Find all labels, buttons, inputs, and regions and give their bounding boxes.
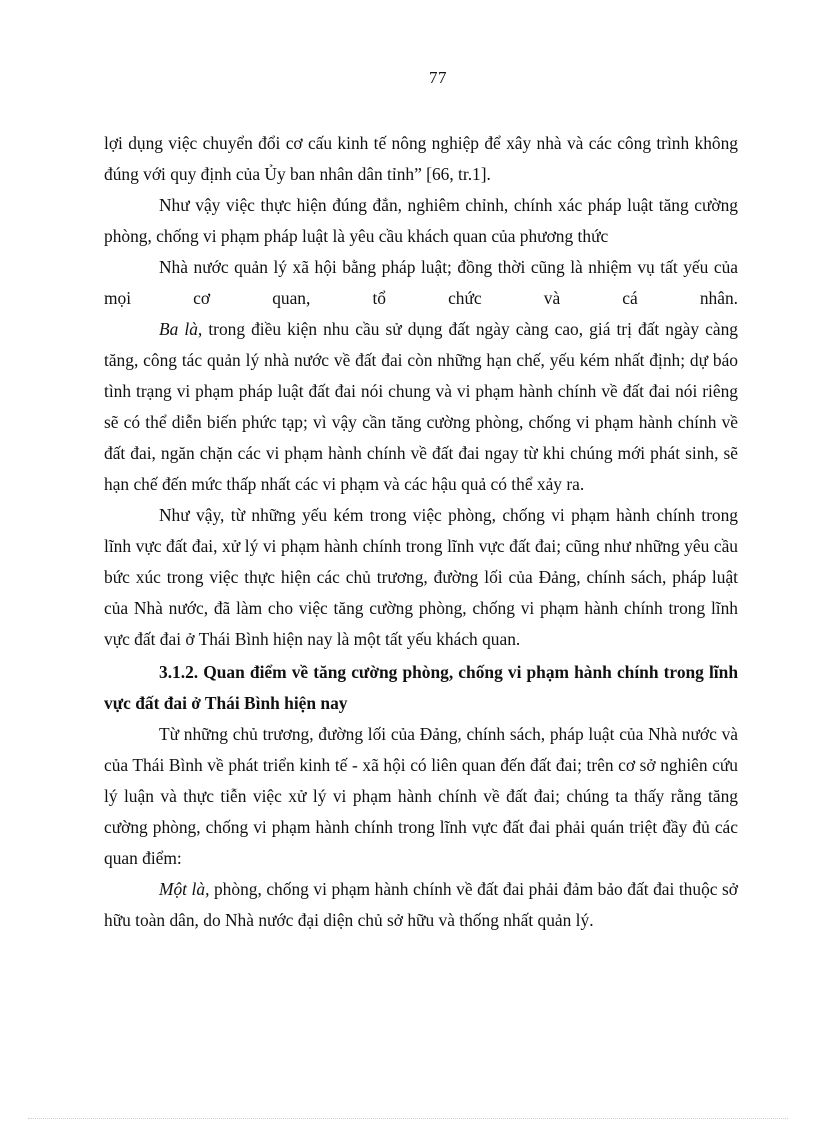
mot-la-body: phòng, chống vi phạm hành chính về đất đai phải đảm bảo đất đai thuộc sở hữu toàn dân, do Nhà nước đại diện chủ sở hữu và thống nhất quản lý. [104, 879, 738, 930]
page-body [104, 128, 738, 936]
paragraph-ba-la [104, 314, 738, 500]
ba-la-lead-in: Ba là, [159, 319, 203, 339]
paragraph-quote-continuation: lợi dụng việc chuyển đổi cơ cấu kinh tế nông nghiệp để xây nhà và các công trình không đúng với quy định của Ủy ban nhân dân tỉnh” [66, tr.1]. [104, 133, 738, 184]
section-heading: 3.1.2. Quan điểm về tăng cường phòng, chống vi phạm hành chính trong lĩnh vực đất đai ở Thái Bình hiện nay [104, 662, 738, 713]
paragraph-viewpoints-intro: Từ những chủ trương, đường lối của Đảng, chính sách, pháp luật của Nhà nước và của Thái Bình về phát triển kinh tế - xã hội có liên quan đến đất đai; trên cơ sở nghiên cứu lý luận và thực tiễn việc xử lý vi phạm hành chính về đất đai; chúng ta thấy rằng tăng cường phòng, chống vi phạm hành chính trong lĩnh vực đất đai phải quán triệt đầy đủ các quan điểm: [104, 724, 738, 868]
page-number: 77 [429, 68, 447, 87]
paragraph-legal-requirement-continued: Nhà nước quản lý xã hội bằng pháp luật; đồng thời cũng là nhiệm vụ tất yếu của mọi cơ quan, tổ chức và cá nhân. [104, 257, 738, 308]
mot-la-lead-in: Một là, [159, 879, 210, 899]
page-bottom-divider [28, 1118, 788, 1119]
paragraph-conclusion: Như vậy, từ những yếu kém trong việc phòng, chống vi phạm hành chính trong lĩnh vực đất đai, xử lý vi phạm hành chính trong lĩnh vực đất đai; cũng như những yêu cầu bức xúc trong việc thực hiện các chủ trương, đường lối của Đảng, chính sách, pháp luật của Nhà nước, đã làm cho việc tăng cường phòng, chống vi phạm hành chính trong lĩnh vực đất đai ở Thái Bình hiện nay là một tất yếu khách quan. [104, 505, 738, 649]
ba-la-body: trong điều kiện nhu cầu sử dụng đất ngày càng cao, giá trị đất ngày càng tăng, công tác quản lý nhà nước về đất đai còn những hạn chế, yếu kém nhất định; dự báo tình trạng vi phạm pháp luật đất đai nói chung và vi phạm hành chính về đất đai nói riêng sẽ có thể diễn biến phức tạp; vì vậy cần tăng cường phòng, chống vi phạm hành chính về đất đai, ngăn chặn các vi phạm hành chính về đất đai ngay từ khi chúng mới phát sinh, sẽ hạn chế đến mức thấp nhất các vi phạm và các hậu quả có thể xảy ra. [104, 319, 738, 494]
paragraph-legal-requirement: Như vậy việc thực hiện đúng đắn, nghiêm chỉnh, chính xác pháp luật tăng cường phòng, chống vi phạm pháp luật là yêu cầu khách quan của phương thức [104, 195, 738, 246]
paragraph-mot-la [104, 874, 738, 936]
